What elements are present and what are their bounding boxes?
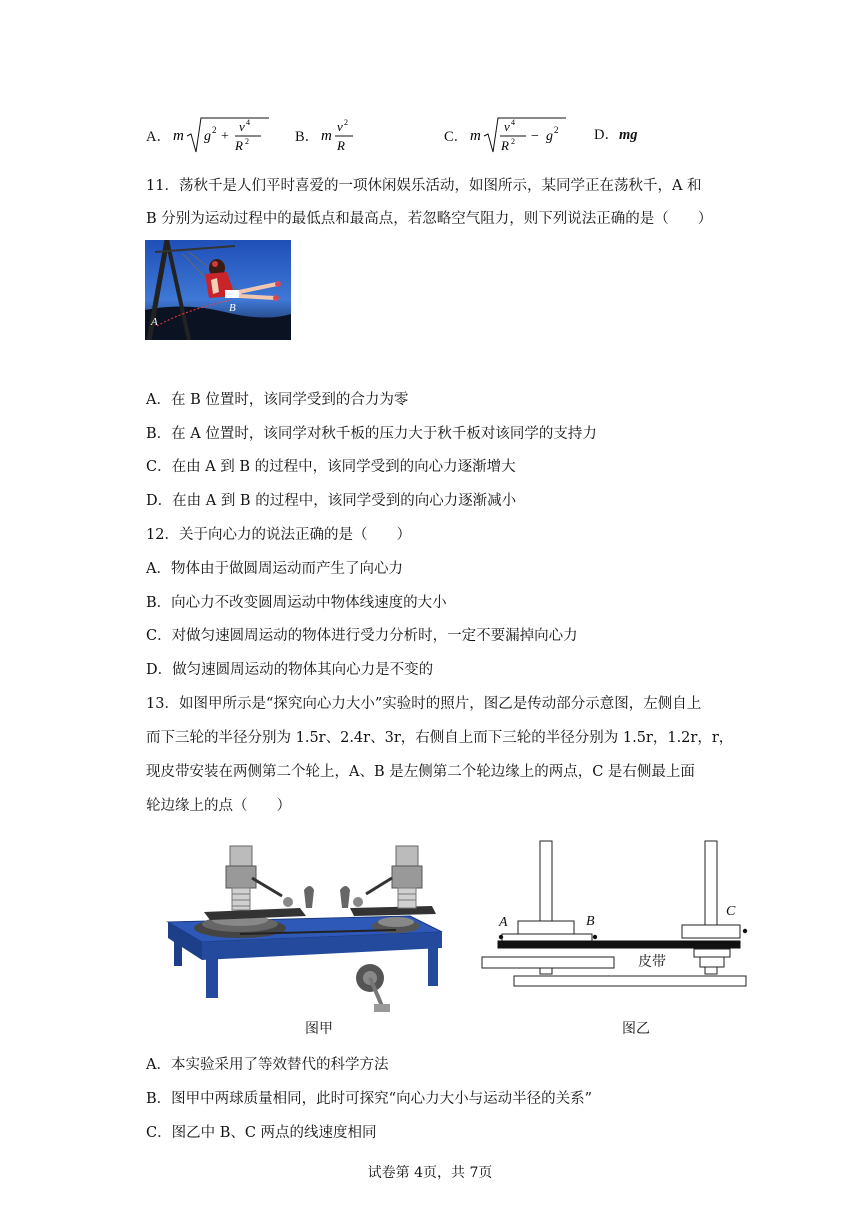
svg-text:2: 2: [211, 125, 217, 135]
q10-option-d-expr: mg: [618, 127, 638, 143]
q13-option-a: A．本实验采用了等效替代的科学方法: [146, 1057, 389, 1073]
q13-option-c: C．图乙中 B、C 两点的线速度相同: [146, 1125, 377, 1141]
svg-text:g: g: [546, 129, 554, 144]
svg-text:4: 4: [245, 118, 250, 127]
svg-text:v: v: [337, 119, 343, 134]
q13-point-b: B: [586, 914, 595, 929]
q13-stem-line2: 而下三轮的半径分别为 1.5r、2.4r、3r，右侧自上而下三轮的半径分别为 1.5r，1.2r，r，: [146, 730, 734, 746]
svg-text:R: R: [234, 138, 243, 153]
q13-stem-line3: 现皮带安装在两侧第二个轮上，A、B 是左侧第二个轮边缘上的两点，C 是右侧最上面: [146, 764, 695, 780]
q10-option-c-formula: [468, 112, 568, 158]
q13-figure-a-caption: 图甲: [305, 1021, 333, 1037]
q12-option-d: D．做匀速圆周运动的物体其向心力是不变的: [146, 662, 434, 678]
q13-point-a: A: [499, 915, 508, 930]
svg-text:2: 2: [554, 125, 559, 135]
svg-text:R: R: [337, 138, 346, 153]
q11-photo-label-b: B: [229, 302, 236, 314]
q12-stem: 12．关于向心力的说法正确的是（ ）: [146, 527, 411, 543]
svg-text:2: 2: [344, 118, 349, 127]
svg-text:2: 2: [511, 137, 516, 146]
svg-text:g: g: [203, 129, 211, 144]
q11-stem-line1: 11．荡秋千是人们平时喜爱的一项休闲娱乐活动，如图所示，某同学正在荡秋千，A 和: [146, 178, 702, 194]
q11-swing-photo: [145, 240, 291, 340]
q10-option-b: [295, 112, 359, 158]
q12-option-b: B．向心力不改变圆周运动中物体线速度的大小: [146, 595, 447, 611]
q10-option-b-formula: [319, 112, 359, 158]
q13-stem-line1: 13．如图甲所示是“探究向心力大小”实验时的照片，图乙是传动部分示意图，左侧自上: [146, 696, 702, 712]
q10-option-c: [444, 112, 568, 158]
q13-figure-b: [478, 838, 753, 990]
q13-option-b: B．图甲中两球质量相同，此时可探究“向心力大小与运动半径的关系”: [146, 1091, 592, 1107]
q10-option-c-label: C．: [444, 128, 469, 145]
svg-text:v: v: [238, 119, 245, 134]
svg-text:m: m: [321, 128, 333, 144]
svg-text:−: −: [531, 129, 540, 144]
q11-option-d: D．在由 A 到 B 的过程中，该同学受到的向心力逐渐减小: [146, 493, 517, 509]
q11-stem-line2: B 分别为运动过程中的最低点和最高点，若忽略空气阻力，则下列说法正确的是（ ）: [146, 211, 713, 227]
q10-option-a: [146, 112, 271, 158]
q13-figure-b-caption: 图乙: [622, 1021, 650, 1037]
q10-option-a-label: A．: [146, 128, 171, 145]
svg-text:2: 2: [244, 137, 249, 146]
q10-option-b-label: B．: [295, 128, 320, 145]
svg-text:m: m: [470, 128, 482, 144]
q10-option-a-formula: [171, 112, 271, 158]
q13-figure-a: [160, 838, 445, 1016]
q11-option-b: B．在 A 位置时，该同学对秋千板的压力大于秋千板对该同学的支持力: [146, 426, 597, 442]
svg-text:m: m: [172, 128, 184, 144]
q11-option-a: A．在 B 位置时，该同学受到的合力为零: [146, 392, 409, 408]
q13-point-c: C: [726, 904, 736, 919]
svg-text:4: 4: [511, 118, 516, 127]
svg-text:+: +: [220, 129, 229, 144]
q11-photo-label-a: A: [151, 316, 158, 328]
q10-option-d-label: D．: [594, 127, 619, 143]
q12-option-a: A．物体由于做圆周运动而产生了向心力: [146, 561, 403, 577]
q12-option-c: C．对做匀速圆周运动的物体进行受力分析时，一定不要漏掉向心力: [146, 628, 578, 644]
svg-text:R: R: [501, 138, 510, 153]
q13-stem-line4: 轮边缘上的点（ ）: [146, 798, 291, 814]
q10-option-d: [594, 123, 638, 144]
q13-belt-label: 皮带: [638, 954, 666, 970]
svg-text:v: v: [504, 119, 510, 134]
page-footer: 试卷第 4页，共 7页: [367, 1165, 493, 1181]
q11-option-c: C．在由 A 到 B 的过程中，该同学受到的向心力逐渐增大: [146, 459, 516, 475]
